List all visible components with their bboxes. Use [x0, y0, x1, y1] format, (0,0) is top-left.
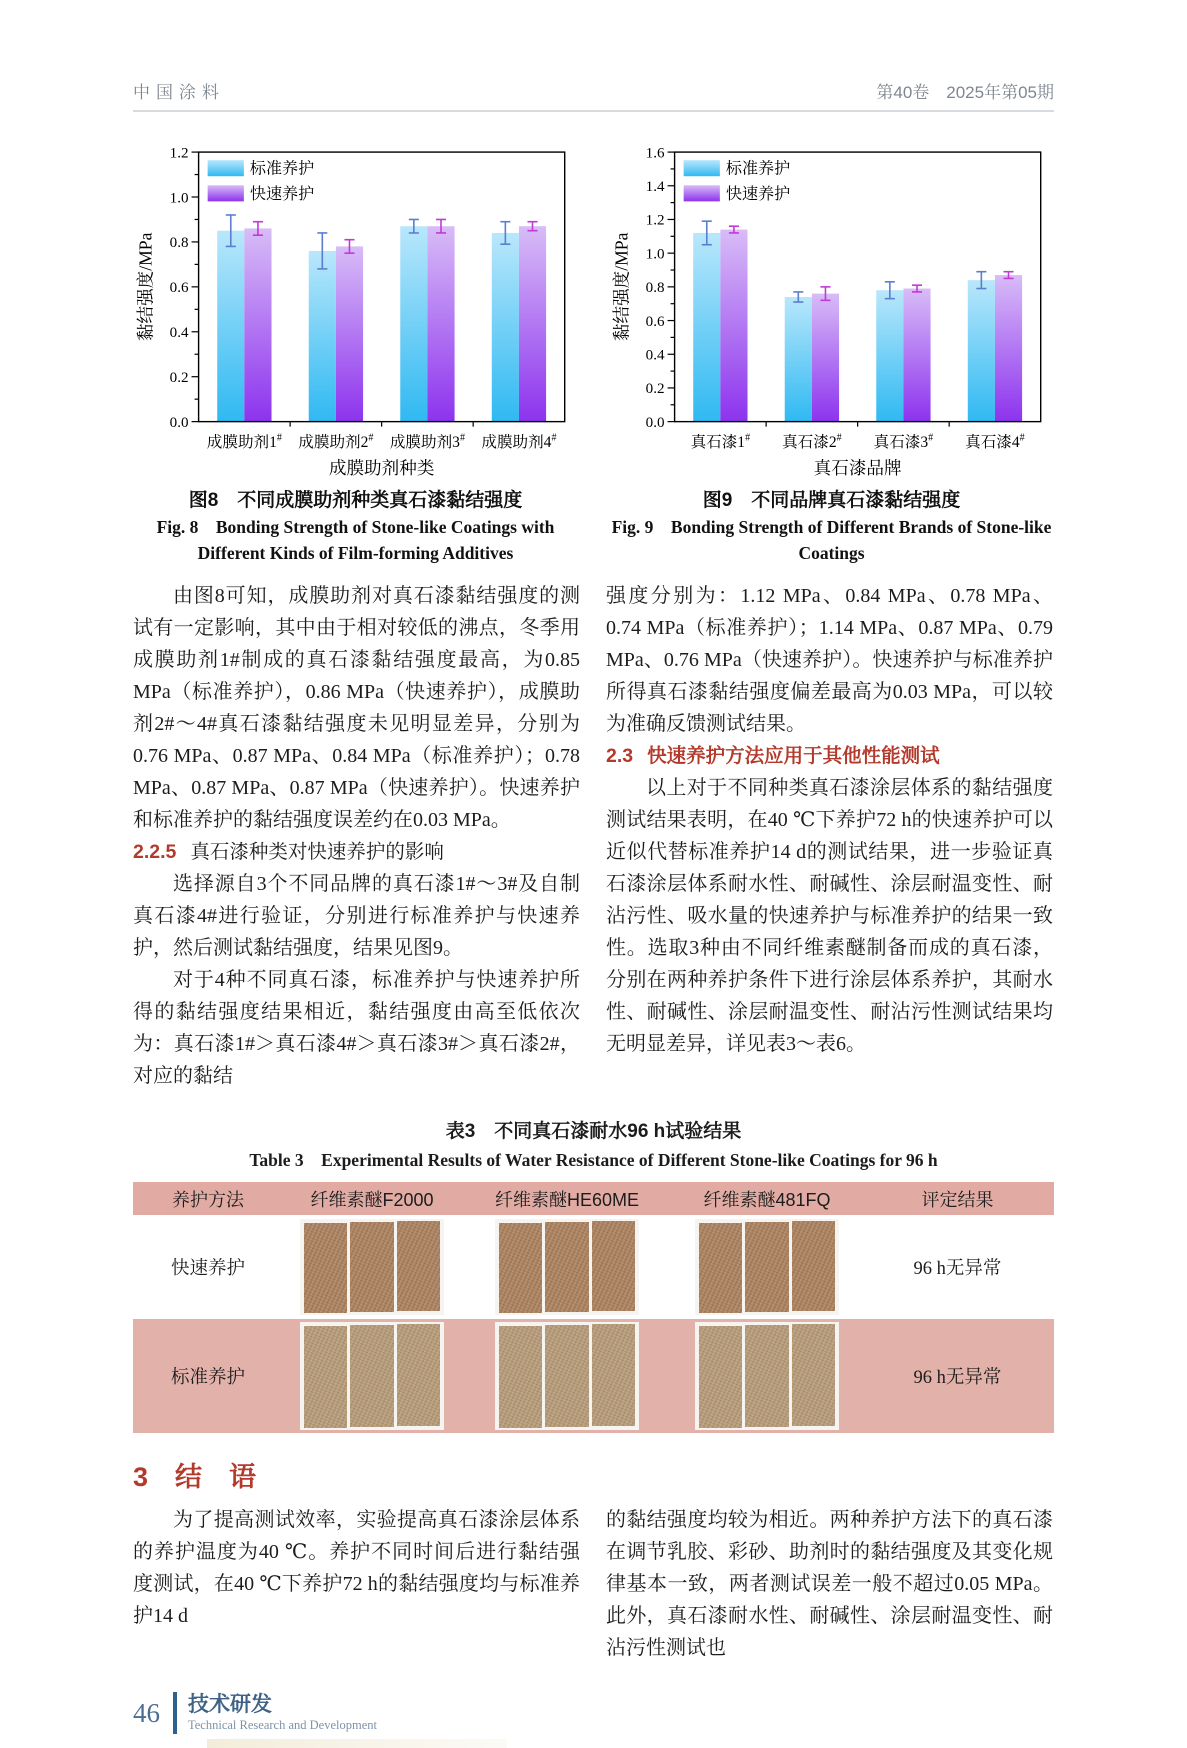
figure-9-block — [609, 138, 1054, 566]
svg-text:1.2: 1.2 — [645, 212, 665, 229]
page-number: 46 — [133, 1697, 160, 1728]
stone-panel — [545, 1325, 588, 1427]
svg-text:快速养护: 快速养护 — [725, 185, 791, 203]
figure-9-caption — [609, 488, 1054, 566]
svg-text:0.6: 0.6 — [169, 280, 189, 297]
table-header-row — [133, 1182, 1054, 1215]
column-header: 纤维素醚F2000 — [310, 1189, 434, 1210]
evaluation-result: 96 h无异常 — [913, 1259, 1002, 1279]
figure-8-caption — [133, 488, 578, 566]
column-header: 评定结果 — [921, 1189, 994, 1210]
paragraph: 的黏结强度均较为相近。两种养护方法下的真石漆在调节乳胶、彩砂、助剂时的黏结强度及其变化规律基本一致，两者测试误差一般不超过0.05 MPa。此外，真石漆耐水性、耐碱性、涂层耐温变性、耐沾污性测试也 — [606, 1509, 1053, 1659]
paragraph: 以上对于不同种类真石漆涂层体系的黏结强度测试结果表明，在40 ℃下养护72 h的快速养护可以近似代替标准养护14 d的测试结果，进一步验证真石漆涂层体系耐水性、耐碱性、涂层耐温变性、耐沾污性、吸水量的快速养护与标准养护的结果一致性。选取3种由不同纤维素醚制备而成的真石漆，分别在两种养护条件下进行涂层体系养护，其耐水性、耐碱性、涂层耐温变性、耐沾污性测试结果均无明显差异，详见表3～表6。 — [606, 777, 1053, 1055]
paragraph: 选择源自3个不同品牌的真石漆1#～3#及自制真石漆4#进行验证，分别进行标准养护与快速养护，然后测试黏结强度，结果见图9。 — [133, 873, 580, 959]
svg-text:1.0: 1.0 — [645, 246, 665, 263]
stone-panel — [499, 1326, 542, 1428]
page-footer — [133, 1692, 1054, 1734]
svg-text:黏结强度/MPa: 黏结强度/MPa — [611, 232, 632, 342]
svg-text:真石漆品牌: 真石漆品牌 — [813, 457, 902, 478]
stone-panel — [699, 1326, 742, 1428]
svg-text:标准养护: 标准养护 — [725, 160, 791, 178]
stone-panel — [792, 1221, 835, 1311]
section-title: 真石漆种类对快速养护的影响 — [190, 841, 444, 863]
svg-text:真石漆2#: 真石漆2# — [782, 432, 842, 451]
page-header — [133, 0, 1054, 112]
section-number: 2.2.5 — [133, 841, 177, 863]
bar-chart-fig8 — [133, 138, 578, 486]
stone-panel — [699, 1223, 742, 1313]
paragraph: 对于4种不同真石漆，标准养护与快速养护所得的黏结强度结果相近，黏结强度由高至低依次为：真石漆1#＞真石漆4#＞真石漆3#＞真石漆2#，对应的黏结 — [133, 969, 580, 1087]
body-text — [133, 580, 1054, 1092]
sample-photo-f2000 — [300, 1219, 444, 1315]
bar-chart-fig9 — [609, 138, 1054, 486]
footer-divider — [173, 1692, 177, 1734]
svg-text:真石漆4#: 真石漆4# — [965, 432, 1025, 451]
curing-method-label: 标准养护 — [170, 1368, 245, 1388]
svg-text:真石漆1#: 真石漆1# — [690, 432, 751, 451]
stone-panel — [304, 1326, 347, 1428]
curing-method-label: 快速养护 — [170, 1259, 245, 1279]
sample-photo-481fq — [695, 1219, 839, 1315]
caption-en-line1: Fig. 9 Bonding Strength of Different Brands of Stone-like — [611, 517, 1052, 537]
section-title: 快速养护方法应用于其他性能测试 — [647, 745, 940, 767]
table-row-fast-curing — [133, 1215, 1054, 1319]
column-header: 纤维素醚HE60ME — [494, 1189, 640, 1210]
stone-panel — [592, 1221, 635, 1311]
stone-panel — [397, 1221, 440, 1311]
table-title-cn: 表3 不同真石漆耐水96 h试验结果 — [445, 1121, 742, 1142]
svg-text:成膜助剂2#: 成膜助剂2# — [298, 432, 374, 451]
stone-panel — [350, 1325, 393, 1427]
footer-decoration — [207, 1739, 507, 1748]
stone-panel — [745, 1325, 788, 1427]
svg-text:0.0: 0.0 — [645, 414, 665, 431]
svg-text:0.8: 0.8 — [645, 280, 665, 297]
journal-name: 中国涂料 — [133, 83, 225, 102]
stone-panel — [592, 1324, 635, 1426]
footer-section-en: Technical Research and Development — [188, 1718, 377, 1732]
stone-panel — [397, 1324, 440, 1426]
sample-photo-he60me — [495, 1322, 639, 1430]
table-row-standard-curing — [133, 1319, 1054, 1433]
sample-photo-f2000 — [300, 1322, 444, 1430]
table-3 — [133, 1182, 1054, 1433]
svg-text:成膜助剂4#: 成膜助剂4# — [481, 432, 557, 451]
svg-text:成膜助剂3#: 成膜助剂3# — [389, 432, 465, 451]
caption-cn: 图8 不同成膜助剂种类真石漆黏结强度 — [188, 490, 523, 511]
table-title-en: Table 3 Experimental Results of Water Resistance of Different Stone-like Coatings for 96 h — [249, 1150, 938, 1170]
svg-text:0.2: 0.2 — [169, 369, 189, 386]
svg-text:1.0: 1.0 — [169, 190, 189, 207]
stone-panel — [350, 1222, 393, 1312]
sample-photo-he60me — [495, 1219, 639, 1315]
sample-photo-481fq — [695, 1322, 839, 1430]
svg-text:成膜助剂种类: 成膜助剂种类 — [328, 457, 435, 478]
figures-row — [133, 138, 1054, 566]
column-header: 养护方法 — [172, 1189, 244, 1210]
svg-text:0.8: 0.8 — [169, 235, 189, 252]
paragraph: 由图8可知，成膜助剂对真石漆黏结强度的测试有一定影响，其中由于相对较低的沸点，冬季用成膜助剂1#制成的真石漆黏结强度最高，为0.85 MPa（标准养护），0.86 MPa（快速养护），成膜助剂2#～4#真石漆黏结强度未见明显差异，分别为0.76 MPa、0.87 MPa、0.84 MPa（标准养护）；0.78 MPa、0.87 MPa、0.87 MPa（快速养护）。快速养护和标准养护的黏结强度误差约在0.03 MPa。 — [133, 585, 580, 831]
left-column — [133, 580, 580, 1092]
stone-panel — [792, 1324, 835, 1426]
conclusion-heading: 3 结 语 — [133, 1462, 257, 1492]
section-number: 2.3 — [606, 745, 634, 767]
svg-text:1.2: 1.2 — [169, 145, 189, 162]
svg-text:0.0: 0.0 — [169, 414, 189, 431]
svg-text:0.4: 0.4 — [169, 325, 189, 342]
svg-text:标准养护: 标准养护 — [249, 160, 315, 178]
stone-panel — [545, 1222, 588, 1312]
svg-text:1.4: 1.4 — [645, 179, 665, 196]
evaluation-result: 96 h无异常 — [913, 1368, 1002, 1388]
section-heading-2-3 — [606, 740, 1053, 772]
caption-en-line2: Coatings — [798, 543, 865, 563]
svg-text:1.6: 1.6 — [645, 145, 665, 162]
paragraph: 强度分别为：1.12 MPa、0.84 MPa、0.78 MPa、0.74 MPa（标准养护）；1.14 MPa、0.87 MPa、0.79 MPa、0.76 MPa（快速养护）。快速养护与标准养护所得真石漆黏结强度偏差最高为0.03 MPa，可以较为准确反馈测试结果。 — [606, 585, 1053, 735]
column-header: 纤维素醚481FQ — [703, 1189, 831, 1210]
svg-text:成膜助剂1#: 成膜助剂1# — [206, 432, 282, 451]
svg-text:0.2: 0.2 — [645, 381, 665, 398]
volume-issue: 第40卷 2025年第05期 — [876, 83, 1054, 102]
paragraph: 为了提高测试效率，实验提高真石漆涂层体系的养护温度为40 ℃。养护不同时间后进行黏结强度测试，在40 ℃下养护72 h的黏结强度均与标准养护14 d — [133, 1509, 580, 1627]
conclusion-text — [133, 1504, 1054, 1664]
svg-text:0.4: 0.4 — [645, 347, 665, 364]
section-heading-2-2-5 — [133, 836, 580, 868]
caption-en-line2: Different Kinds of Film-forming Additives — [197, 543, 514, 563]
figure-8-block — [133, 138, 578, 566]
footer-section: 技术研发 — [188, 1693, 272, 1716]
svg-text:黏结强度/MPa: 黏结强度/MPa — [135, 232, 156, 342]
table-3-title — [133, 1116, 1054, 1172]
stone-panel — [745, 1222, 788, 1312]
stone-panel — [499, 1223, 542, 1313]
caption-cn: 图9 不同品牌真石漆黏结强度 — [702, 490, 961, 511]
right-column — [606, 580, 1053, 1092]
svg-text:0.6: 0.6 — [645, 313, 665, 330]
svg-text:真石漆3#: 真石漆3# — [873, 432, 934, 451]
stone-panel — [304, 1223, 347, 1313]
caption-en-line1: Fig. 8 Bonding Strength of Stone-like Coatings with — [156, 517, 555, 537]
svg-text:快速养护: 快速养护 — [249, 185, 315, 203]
